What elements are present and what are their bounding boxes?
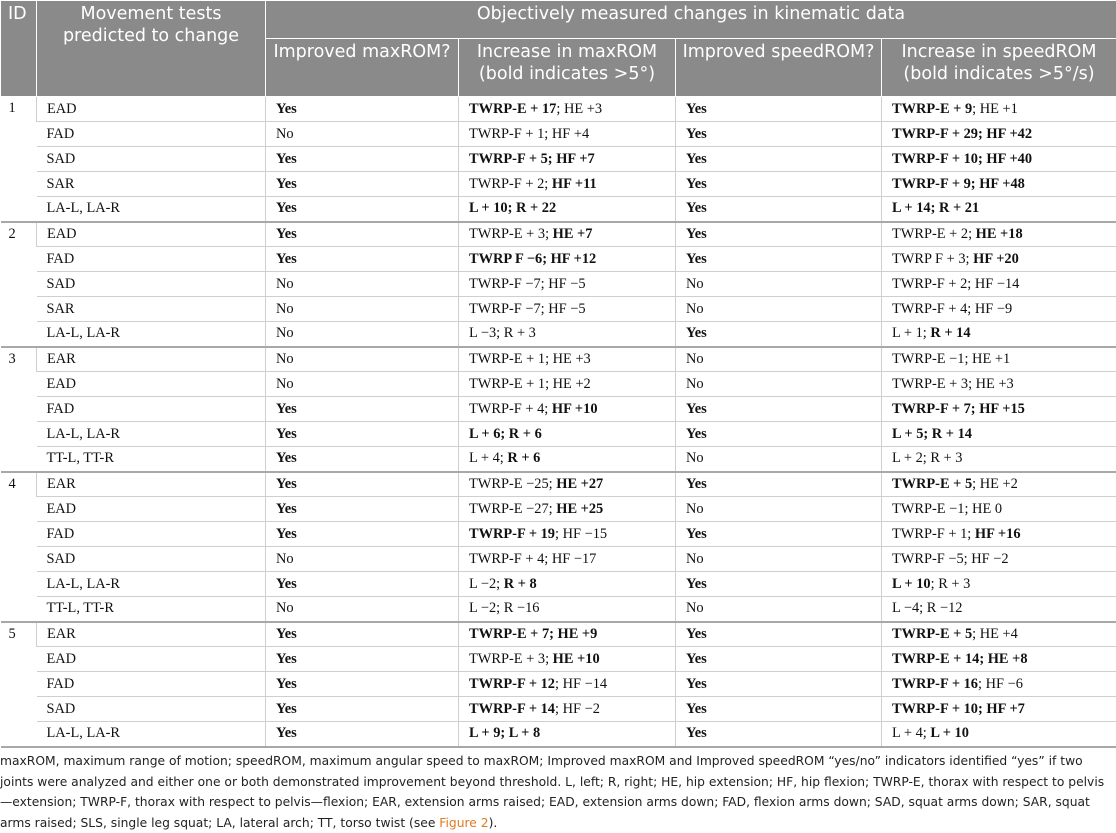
improved-maxrom-value: Yes (266, 497, 459, 522)
value-segment: TWRP-F + 14 (469, 700, 556, 717)
table-row (1, 672, 1116, 697)
value-segment: TWRP-F + 4; HF −17 (469, 550, 597, 567)
table-row (1, 447, 1116, 472)
improved-speedrom-value: Yes (676, 672, 882, 697)
improved-speedrom-value: Yes (676, 172, 882, 197)
increase-speedrom-value (882, 572, 1116, 597)
improved-maxrom-value: Yes (266, 397, 459, 422)
value-segment: L −4; R −12 (892, 600, 963, 617)
value-segment: TWRP-E + 17 (469, 100, 557, 117)
increase-speedrom-value (882, 547, 1116, 572)
increase-maxrom-value (459, 272, 676, 297)
value-segment: TWRP-F + 12 (469, 675, 556, 692)
movement-test: FAD (37, 522, 266, 547)
value-segment: TWRP F + 3; (892, 250, 974, 267)
increase-maxrom-value (459, 447, 676, 472)
increase-maxrom-value (459, 572, 676, 597)
increase-speedrom-value (882, 147, 1116, 172)
increase-maxrom-value (459, 672, 676, 697)
value-segment: ; HE +4 (972, 625, 1018, 642)
improved-speedrom-value: No (676, 497, 882, 522)
movement-test: TT-L, TT-R (37, 597, 266, 622)
value-segment: HF +16 (974, 525, 1021, 542)
increase-speedrom-value (882, 697, 1116, 722)
value-segment: TWRP-F + 10; HF +7 (892, 700, 1025, 717)
improved-maxrom-value: Yes (266, 647, 459, 672)
value-segment: HE +25 (556, 500, 604, 517)
increase-speedrom-value (882, 422, 1116, 447)
header-increase-maxrom: Increase in maxROM (bold indicates >5°) (459, 39, 676, 97)
value-segment: HE +10 (552, 650, 600, 667)
increase-maxrom-value (459, 547, 676, 572)
figure-2-link[interactable]: Figure 2 (439, 815, 489, 830)
increase-maxrom-value (459, 522, 676, 547)
increase-maxrom-value (459, 647, 676, 672)
improved-maxrom-value: Yes (266, 197, 459, 222)
improved-maxrom-value: No (266, 122, 459, 147)
table-row (1, 172, 1116, 197)
movement-test: SAD (37, 272, 266, 297)
participant-id: 2 (1, 222, 37, 347)
movement-test: EAR (37, 347, 266, 372)
increase-maxrom-value (459, 122, 676, 147)
value-segment: ; HF −15 (555, 525, 608, 542)
movement-test: SAD (37, 147, 266, 172)
table-row (1, 222, 1116, 247)
increase-speedrom-value (882, 647, 1116, 672)
increase-speedrom-value (882, 172, 1116, 197)
improved-speedrom-value: No (676, 547, 882, 572)
participant-id: 4 (1, 472, 37, 622)
increase-maxrom-value (459, 197, 676, 222)
value-segment: L + 5; R + 14 (892, 425, 972, 442)
increase-speedrom-value (882, 472, 1116, 497)
header-movement-tests: Movement tests predicted to change (37, 1, 266, 97)
improved-maxrom-value: No (266, 372, 459, 397)
value-segment: TWRP-E −1; HE 0 (892, 500, 1003, 517)
improved-maxrom-value: Yes (266, 672, 459, 697)
value-segment: TWRP-E + 1; HE +2 (469, 375, 591, 392)
value-segment: TWRP-E −1; HE +1 (892, 350, 1011, 367)
improved-maxrom-value: Yes (266, 522, 459, 547)
increase-maxrom-value (459, 497, 676, 522)
improved-speedrom-value: No (676, 297, 882, 322)
increase-speedrom-value (882, 522, 1116, 547)
value-segment: L + 10; R + 22 (469, 200, 557, 217)
improved-maxrom-value: Yes (266, 97, 459, 122)
table-row (1, 697, 1116, 722)
increase-speedrom-value (882, 97, 1116, 122)
improved-speedrom-value: Yes (676, 122, 882, 147)
value-segment: R + 8 (503, 575, 537, 592)
movement-test: LA-L, LA-R (37, 572, 266, 597)
movement-test: FAD (37, 397, 266, 422)
improved-maxrom-value: Yes (266, 697, 459, 722)
table-row (1, 297, 1116, 322)
value-segment: TWRP-F + 1; HF +4 (469, 125, 590, 142)
increase-speedrom-value (882, 272, 1116, 297)
increase-maxrom-value (459, 322, 676, 347)
improved-speedrom-value: No (676, 447, 882, 472)
table-footnote (0, 751, 1112, 833)
value-segment: L + 4; (892, 725, 931, 742)
table-row (1, 422, 1116, 447)
movement-test: EAD (37, 97, 266, 122)
improved-speedrom-value: No (676, 372, 882, 397)
increase-speedrom-value (882, 722, 1116, 747)
movement-test: SAD (37, 697, 266, 722)
table-row (1, 647, 1116, 672)
increase-speedrom-value (882, 297, 1116, 322)
value-segment: L + 2; R + 3 (892, 450, 963, 467)
value-segment: TWRP-E −27; (469, 500, 557, 517)
increase-maxrom-value (459, 397, 676, 422)
improved-maxrom-value: No (266, 597, 459, 622)
header-increase-speedrom: Increase in speedROM (bold indicates >5°/s) (882, 39, 1116, 97)
table-row (1, 322, 1116, 347)
table-row (1, 147, 1116, 172)
value-segment: R + 6 (507, 450, 541, 467)
value-segment: TWRP-F −5; HF −2 (892, 550, 1009, 567)
increase-speedrom-value (882, 397, 1116, 422)
improved-speedrom-value: Yes (676, 422, 882, 447)
increase-speedrom-value (882, 597, 1116, 622)
improved-speedrom-value: Yes (676, 197, 882, 222)
improved-maxrom-value: No (266, 272, 459, 297)
participant-id: 3 (1, 347, 37, 472)
movement-test: FAD (37, 672, 266, 697)
improved-maxrom-value: Yes (266, 422, 459, 447)
movement-test: EAD (37, 497, 266, 522)
table-row (1, 97, 1116, 122)
table-row (1, 622, 1116, 647)
improved-maxrom-value: No (266, 297, 459, 322)
increase-maxrom-value (459, 97, 676, 122)
improved-speedrom-value: Yes (676, 722, 882, 747)
improved-maxrom-value: Yes (266, 447, 459, 472)
header-improved-speedrom: Improved speedROM? (676, 39, 882, 97)
movement-test: LA-L, LA-R (37, 322, 266, 347)
increase-maxrom-value (459, 247, 676, 272)
improved-maxrom-value: Yes (266, 622, 459, 647)
increase-maxrom-value (459, 422, 676, 447)
improved-speedrom-value: Yes (676, 472, 882, 497)
value-segment: TWRP-E + 5 (892, 625, 973, 642)
increase-maxrom-value (459, 172, 676, 197)
value-segment: TWRP-F + 2; HF −14 (892, 275, 1020, 292)
improved-speedrom-value: Yes (676, 622, 882, 647)
table-row (1, 247, 1116, 272)
value-segment: TWRP-E + 14; HE +8 (892, 650, 1028, 667)
table-body (1, 97, 1116, 747)
movement-test: LA-L, LA-R (37, 197, 266, 222)
improved-maxrom-value: Yes (266, 247, 459, 272)
value-segment: TWRP-E + 9 (892, 100, 973, 117)
improved-maxrom-value: Yes (266, 472, 459, 497)
value-segment: TWRP-E + 3; (469, 225, 553, 242)
table-row (1, 272, 1116, 297)
increase-maxrom-value (459, 297, 676, 322)
table-row (1, 197, 1116, 222)
value-segment: HE +27 (556, 475, 604, 492)
header-improved-maxrom: Improved maxROM? (266, 39, 459, 97)
improved-maxrom-value: No (266, 347, 459, 372)
value-segment: ; HE +3 (556, 100, 603, 117)
improved-speedrom-value: No (676, 347, 882, 372)
table-row (1, 372, 1116, 397)
movement-test: SAR (37, 297, 266, 322)
value-segment: ; R + 3 (930, 575, 971, 592)
value-segment: L + 6; R + 6 (469, 425, 542, 442)
improved-maxrom-value: No (266, 547, 459, 572)
value-segment: L + 10 (930, 725, 969, 742)
increase-speedrom-value (882, 497, 1116, 522)
increase-speedrom-value (882, 672, 1116, 697)
value-segment: L + 4; (469, 450, 508, 467)
improved-speedrom-value: Yes (676, 247, 882, 272)
movement-test: EAR (37, 472, 266, 497)
improved-maxrom-value: Yes (266, 222, 459, 247)
improved-maxrom-value: Yes (266, 172, 459, 197)
value-segment: HE +18 (975, 225, 1023, 242)
table-row (1, 122, 1116, 147)
value-segment: TWRP-E + 5 (892, 475, 973, 492)
movement-test: EAR (37, 622, 266, 647)
value-segment: TWRP-F + 9; HF +48 (892, 175, 1025, 192)
value-segment: HF +20 (973, 250, 1019, 267)
value-segment: TWRP-F −7; HF −5 (469, 300, 586, 317)
increase-maxrom-value (459, 622, 676, 647)
value-segment: L + 10 (892, 575, 931, 592)
increase-speedrom-value (882, 347, 1116, 372)
value-segment: L −3; R + 3 (469, 325, 536, 342)
increase-speedrom-value (882, 247, 1116, 272)
increase-maxrom-value (459, 372, 676, 397)
value-segment: HF +10 (551, 400, 598, 417)
value-segment: R + 14 (930, 325, 971, 342)
movement-test: FAD (37, 122, 266, 147)
value-segment: TWRP-F + 7; HF +15 (892, 400, 1025, 417)
footnote-text: maxROM, maximum range of motion; speedROM, maximum angular speed to maxROM; Improved maxROM and Improved speedROM “yes/no” indicators identified “yes” if two joints were analyzed and either one or both demonstrated improvement beyond threshold. L, left; R, right; HE, hip extension; HF, hip flexion; TWRP-E, thorax with respect to pelvis—extension; TWRP-F, thorax with respect to pelvis—flexion; EAR, extension arms raised; EAD, extension arms down; FAD, flexion arms down; SAD, squat arms down; SAR, squat arms raised; SLS, single leg squat; LA, lateral arch; TT, torso twist (see (0, 754, 1105, 830)
improved-maxrom-value: Yes (266, 147, 459, 172)
increase-speedrom-value (882, 372, 1116, 397)
movement-test: SAD (37, 547, 266, 572)
value-segment: ; HE +2 (972, 475, 1018, 492)
value-segment: TWRP-F −7; HF −5 (469, 275, 586, 292)
value-segment: TWRP-E + 3; HE +3 (892, 375, 1014, 392)
improved-speedrom-value: Yes (676, 397, 882, 422)
value-segment: TWRP-E + 1; HE +3 (469, 350, 591, 367)
value-segment: ; HF −6 (978, 675, 1023, 692)
movement-test: LA-L, LA-R (37, 422, 266, 447)
table-row (1, 722, 1116, 747)
value-segment: L −2; R −16 (469, 600, 540, 617)
improved-speedrom-value: Yes (676, 322, 882, 347)
footnote-end: ). (488, 815, 498, 830)
table-row (1, 472, 1116, 497)
increase-speedrom-value (882, 222, 1116, 247)
improved-speedrom-value: Yes (676, 522, 882, 547)
movement-test: EAD (37, 372, 266, 397)
value-segment: TWRP-F + 5; HF +7 (469, 150, 595, 167)
movement-test: SAR (37, 172, 266, 197)
value-segment: L + 1; (892, 325, 931, 342)
table-row (1, 547, 1116, 572)
value-segment: TWRP-F + 10; HF +40 (892, 150, 1033, 167)
value-segment: ; HE +1 (972, 100, 1018, 117)
value-segment: TWRP F −6; HF +12 (469, 250, 597, 267)
value-segment: L + 9; L + 8 (469, 725, 541, 742)
increase-speedrom-value (882, 447, 1116, 472)
increase-maxrom-value (459, 597, 676, 622)
value-segment: TWRP-F + 4; (469, 400, 552, 417)
increase-maxrom-value (459, 347, 676, 372)
value-segment: L −2; (469, 575, 504, 592)
value-segment: ; HF −2 (555, 700, 600, 717)
value-segment: TWRP-E + 7; HE +9 (469, 625, 598, 642)
improved-speedrom-value: No (676, 272, 882, 297)
value-segment: TWRP-F + 29; HF +42 (892, 125, 1033, 142)
value-segment: ; HF −14 (555, 675, 608, 692)
value-segment: TWRP-F + 19 (469, 525, 556, 542)
improved-speedrom-value: No (676, 597, 882, 622)
improved-speedrom-value: Yes (676, 572, 882, 597)
header-id: ID (1, 1, 37, 97)
value-segment: L + 14; R + 21 (892, 200, 980, 217)
table-row (1, 397, 1116, 422)
increase-maxrom-value (459, 222, 676, 247)
value-segment: HF +11 (551, 175, 597, 192)
increase-speedrom-value (882, 322, 1116, 347)
header-kinematic-group: Objectively measured changes in kinematic data (266, 1, 1116, 39)
movement-test: FAD (37, 247, 266, 272)
improved-speedrom-value: Yes (676, 647, 882, 672)
table-row (1, 597, 1116, 622)
movement-test: EAD (37, 222, 266, 247)
increase-speedrom-value (882, 197, 1116, 222)
value-segment: TWRP-F + 4; HF −9 (892, 300, 1013, 317)
increase-maxrom-value (459, 722, 676, 747)
improved-speedrom-value: Yes (676, 97, 882, 122)
value-segment: TWRP-E + 3; (469, 650, 553, 667)
increase-speedrom-value (882, 622, 1116, 647)
movement-test: EAD (37, 647, 266, 672)
improved-maxrom-value: Yes (266, 572, 459, 597)
increase-maxrom-value (459, 472, 676, 497)
participant-id: 1 (1, 97, 37, 222)
value-segment: TWRP-F + 1; (892, 525, 975, 542)
table-row (1, 522, 1116, 547)
value-segment: TWRP-F + 16 (892, 675, 979, 692)
value-segment: TWRP-F + 2; (469, 175, 552, 192)
value-segment: TWRP-E + 2; (892, 225, 976, 242)
improved-maxrom-value: Yes (266, 722, 459, 747)
increase-speedrom-value (882, 122, 1116, 147)
improved-speedrom-value: Yes (676, 697, 882, 722)
movement-test: TT-L, TT-R (37, 447, 266, 472)
table-row (1, 347, 1116, 372)
table-row (1, 572, 1116, 597)
improved-speedrom-value: Yes (676, 147, 882, 172)
increase-maxrom-value (459, 147, 676, 172)
value-segment: TWRP-E −25; (469, 475, 557, 492)
value-segment: HE +7 (552, 225, 593, 242)
increase-maxrom-value (459, 697, 676, 722)
movement-test: LA-L, LA-R (37, 722, 266, 747)
participant-id: 5 (1, 622, 37, 747)
improved-maxrom-value: No (266, 322, 459, 347)
table-row (1, 497, 1116, 522)
improved-speedrom-value: Yes (676, 222, 882, 247)
